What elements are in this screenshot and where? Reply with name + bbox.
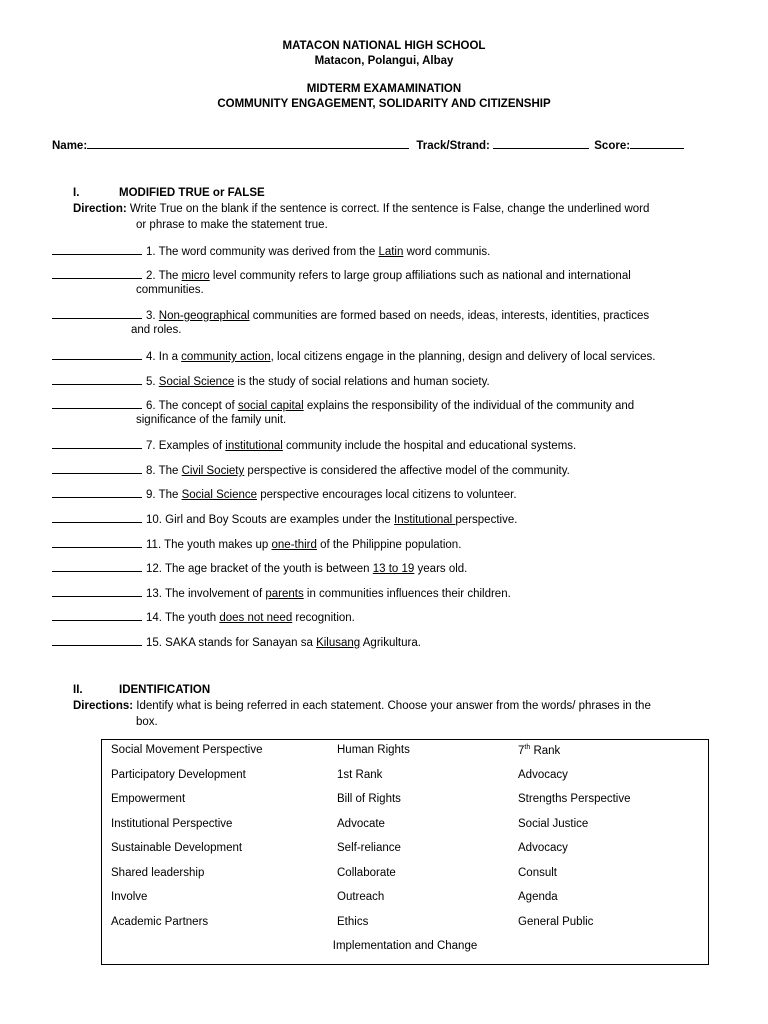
item-text-end: perspective is considered the affective model of the community. <box>244 465 570 477</box>
item-text: 10. Girl and Boy Scouts are examples under the <box>146 514 395 526</box>
word-choice: Empowerment <box>111 793 186 805</box>
answer-blank[interactable] <box>52 537 142 548</box>
word-choice: Shared leadership <box>111 867 205 879</box>
word-choice: Human Rights <box>337 744 410 756</box>
word-choice: Collaborate <box>337 867 396 879</box>
word-choice: 7th Rank <box>518 744 561 757</box>
item-text: 15. SAKA stands for Sanayan sa <box>146 637 317 649</box>
item-text-end: word communis. <box>403 246 491 258</box>
tf-item <box>52 438 576 452</box>
answer-blank[interactable] <box>52 308 142 319</box>
item-text-end: perspective encourages local citizens to volunteer. <box>257 489 517 501</box>
score-label: Score: <box>594 140 631 152</box>
tf-item <box>52 463 570 477</box>
tf-item <box>52 374 490 388</box>
word-choice: Outreach <box>337 891 385 903</box>
word-choice: General Public <box>518 916 594 928</box>
word-choice: Participatory Development <box>111 769 246 781</box>
answer-blank[interactable] <box>52 512 142 523</box>
word-choice: Advocacy <box>518 842 568 854</box>
word-choice: Consult <box>518 867 557 879</box>
answer-blank[interactable] <box>52 463 142 474</box>
word-choice: Bill of Rights <box>337 793 401 805</box>
tf-item <box>52 561 467 575</box>
underlined-term: 13 to 19 <box>372 563 415 575</box>
item-text: 7. Examples of <box>146 440 226 452</box>
part2-direction-label: Directions: <box>73 700 134 712</box>
word-choice: Academic Partners <box>111 916 209 928</box>
item-text: 12. The age bracket of the youth is between <box>146 563 373 575</box>
answer-blank[interactable] <box>52 268 142 279</box>
item-text: 11. The youth makes up <box>146 539 272 551</box>
student-info-line <box>52 137 684 152</box>
name-label: Name: <box>52 140 88 152</box>
item-text-continued: significance of the family unit. <box>136 414 287 426</box>
item-text: 5. <box>146 376 159 388</box>
word-choice: Social Movement Perspective <box>111 744 263 756</box>
item-text-end: of the Philippine population. <box>316 539 462 551</box>
part2-direction-cont: box. <box>136 716 158 728</box>
track-label: Track/Strand: <box>416 140 490 152</box>
underlined-term: Social Science <box>158 376 235 388</box>
item-text-end: perspective. <box>455 514 518 526</box>
answer-blank[interactable] <box>52 561 142 572</box>
underlined-term: Social Science <box>181 489 258 501</box>
word-choice: Ethics <box>337 916 369 928</box>
part2-title: IDENTIFICATION <box>119 684 211 696</box>
word-choices-box <box>101 739 709 965</box>
word-choice: Institutional Perspective <box>111 818 233 830</box>
underlined-term: one-third <box>271 539 317 551</box>
word-choice: 1st Rank <box>337 769 383 781</box>
item-text: 6. The concept of <box>146 400 238 412</box>
part1-number: I. <box>73 187 80 199</box>
item-text-end: Agrikultura. <box>360 637 421 649</box>
score-blank[interactable] <box>630 137 684 149</box>
underlined-term: institutional <box>225 440 283 452</box>
underlined-term: community action <box>181 351 271 363</box>
exam-title: MIDTERM EXAMAMINATION <box>306 83 462 95</box>
word-choice: Advocate <box>337 818 385 830</box>
part1-direction-label: Direction: <box>73 203 127 215</box>
word-choice: Strengths Perspective <box>518 793 631 805</box>
item-text: 1. The word community was derived from the <box>146 246 379 258</box>
part2-number: II. <box>73 684 83 696</box>
underlined-term: does not need <box>219 612 293 624</box>
item-text: 8. The <box>146 465 182 477</box>
item-text: 14. The youth <box>146 612 220 624</box>
tf-item <box>52 512 517 526</box>
tf-item <box>52 610 355 624</box>
item-text: 2. The <box>146 270 182 282</box>
word-choice: Self-reliance <box>337 842 401 854</box>
item-text-end: level community refers to large group affiliations such as national and international <box>209 270 631 282</box>
word-choice: Advocacy <box>518 769 568 781</box>
item-text-end: recognition. <box>292 612 355 624</box>
part1-direction-cont: or phrase to make the statement true. <box>136 219 328 231</box>
item-text-end: years old. <box>414 563 468 575</box>
answer-blank[interactable] <box>52 586 142 597</box>
word-choice: Agenda <box>518 891 558 903</box>
item-text-end: , local citizens engage in the planning, design and delivery of local services. <box>270 351 656 363</box>
underlined-term: Civil Society <box>181 465 245 477</box>
item-text-end: explains the responsibility of the individual of the community and <box>303 400 635 412</box>
word-choice: Sustainable Development <box>111 842 243 854</box>
underlined-term: Institutional <box>394 514 456 526</box>
part2-direction <box>73 700 651 712</box>
part2-direction-text: Identify what is being referred in each statement. Choose your answer from the words/ phrases in the <box>136 700 651 712</box>
underlined-term: Non-geographical <box>158 310 250 322</box>
tf-item <box>52 244 490 258</box>
word-choice: Involve <box>111 891 148 903</box>
track-blank[interactable] <box>493 137 589 149</box>
answer-blank[interactable] <box>52 349 142 360</box>
tf-item <box>52 487 517 501</box>
word-choice-last: Implementation and Change <box>332 940 478 952</box>
tf-item <box>52 349 656 363</box>
word-choice: Social Justice <box>518 818 589 830</box>
part1-direction <box>73 203 649 215</box>
part1-direction-text: Write True on the blank if the sentence is correct. If the sentence is False, change the underlined word <box>129 203 650 215</box>
tf-item <box>52 537 461 551</box>
answer-blank[interactable] <box>52 438 142 449</box>
name-blank[interactable] <box>87 137 409 149</box>
answer-blank[interactable] <box>52 244 142 255</box>
tf-item <box>52 398 635 426</box>
part1-title: MODIFIED TRUE or FALSE <box>119 187 265 199</box>
tf-item <box>52 586 511 600</box>
item-text-end: in communities influences their children. <box>303 588 511 600</box>
school-name: MATACON NATIONAL HIGH SCHOOL <box>282 40 486 52</box>
answer-blank[interactable] <box>52 487 142 498</box>
item-text: 3. <box>146 310 159 322</box>
school-address: Matacon, Polangui, Albay <box>314 55 454 67</box>
subject-title: COMMUNITY ENGAGEMENT, SOLIDARITY AND CITIZENSHIP <box>217 98 551 110</box>
item-text-continued: and roles. <box>131 324 182 336</box>
underlined-term: micro <box>181 270 210 282</box>
answer-blank[interactable] <box>52 398 142 409</box>
item-text-end: communities are formed based on needs, ideas, interests, identities, practices <box>249 310 650 322</box>
underlined-term: Latin <box>378 246 404 258</box>
tf-item <box>52 308 650 336</box>
tf-item <box>52 268 631 296</box>
item-text-end: is the study of social relations and human society. <box>234 376 490 388</box>
item-text: 13. The involvement of <box>146 588 266 600</box>
underlined-term: Kilusang <box>316 637 361 649</box>
underlined-term: parents <box>265 588 304 600</box>
underlined-term: social capital <box>237 400 304 412</box>
item-text: 9. The <box>146 489 182 501</box>
item-text: 4. In a <box>146 351 182 363</box>
answer-blank[interactable] <box>52 635 142 646</box>
answer-blank[interactable] <box>52 374 142 385</box>
tf-item <box>52 635 421 649</box>
item-text-continued: communities. <box>136 284 204 296</box>
item-text-end: community include the hospital and educational systems. <box>282 440 577 452</box>
answer-blank[interactable] <box>52 610 142 621</box>
